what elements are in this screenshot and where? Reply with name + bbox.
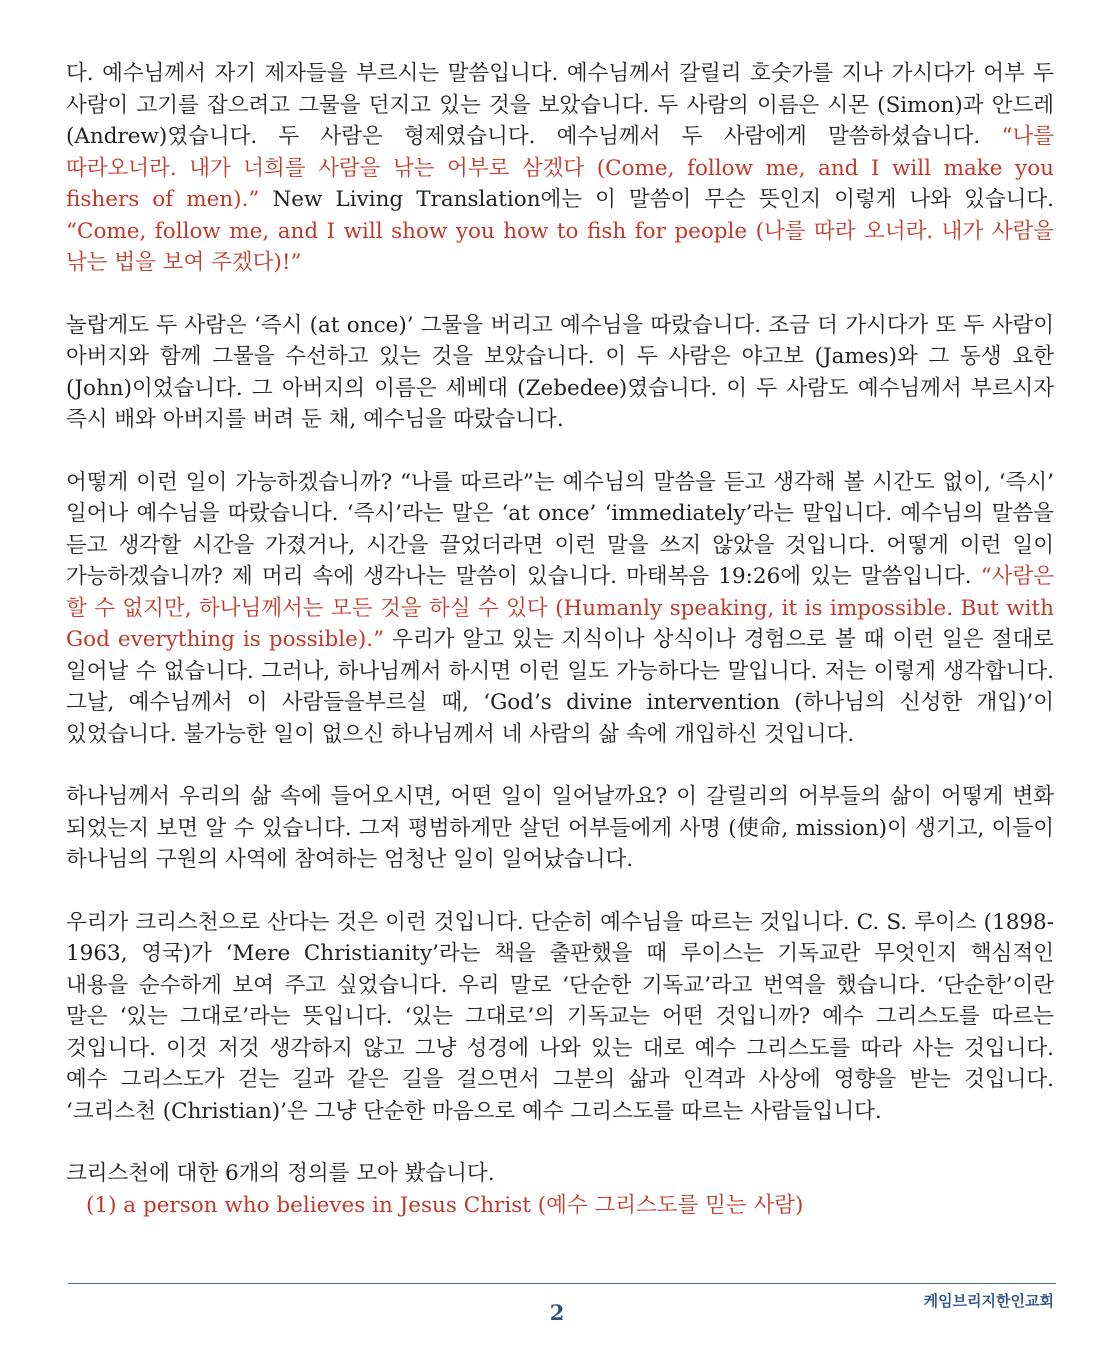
paragraph-2 [66, 310, 1054, 436]
page-body [66, 58, 1054, 1221]
footer-divider [68, 1283, 1056, 1284]
paragraph-3 [66, 467, 1054, 751]
paragraph-3-text-a: 어떻게 이런 일이 가능하겠습니까? “나를 따르라”는 예수님의 말씀을 듣고 생각해 볼 시간도 없이, ‘즉시’ 일어나 예수님을 따랐습니다. ‘즉시’라는 말은 ‘at once’ ‘immediately’라는 말입니다. 예수님의 말씀을 듣고 생각할 시간을 가졌거나, 시간을 끌었더라면 이런 말을 쓰지 않았을 것입니다. 어떻게 이런 일이 가능하겠습니까? 제 머리 속에 생각나는 말씀이 있습니다. 마태복음 19:26에 있는 말씀입니다. [66, 469, 1054, 589]
paragraph-1-text-b: New Living Translation에는 이 말씀이 무슨 뜻인지 이렇게 나와 있습니다. [259, 187, 1054, 212]
paragraph-1 [66, 58, 1054, 279]
paragraph-4 [66, 781, 1054, 876]
church-name: 케임브리지한인교회 [923, 1292, 1054, 1310]
paragraph-2-text: 놀랍게도 두 사람은 ‘즉시 (at once)’ 그물을 버리고 예수님을 따랐습니다. 조금 더 가시다가 또 두 사람이 아버지와 함께 그물을 수선하고 있는 것을 보았습니다. 이 두 사람은 야고보 (James)와 그 동생 요한 (John)이었습니다. 그 아버지의 이름은 세베대 (Zebedee)였습니다. 이 두 사람도 예수님께서 부르시자 즉시 배와 아버지를 버려 둔 채, 예수님을 따랐습니다. [66, 312, 1054, 432]
paragraph-4-text: 하나님께서 우리의 삶 속에 들어오시면, 어떤 일이 일어날까요? 이 갈릴리의 어부들의 삶이 어떻게 변화 되었는지 보면 알 수 있습니다. 그저 평범하게만 살던 어부들에게 사명 (使命, mission)이 생기고, 이들이 하나님의 구원의 사역에 참여하는 엄청난 일이 일어났습니다. [66, 784, 1054, 872]
paragraph-1-text-a: 다. 예수님께서 자기 제자들을 부르시는 말씀입니다. 예수님께서 갈릴리 호숫가를 지나 가시다가 어부 두 사람이 고기를 잡으려고 그물을 던지고 있는 것을 보았습니다. 두 사람의 이름은 시몬 (Simon)과 안드레 (Andrew)였습니다. 두 사람은 형제였습니다. 예수님께서 두 사람에게 말씀하셨습니다. [66, 61, 1054, 149]
paragraph-3-text-b: 우리가 알고 있는 지식이나 상식이나 경험으로 볼 때 이런 일은 절대로 일어날 수 없습니다. 그러나, 하나님께서 하시면 이런 일도 가능하다는 말입니다. 저는 이렇게 생각합니다. 그날, 예수님께서 이 사람들을부르실 때, ‘God’s divine intervention (하나님의 신성한 개입)’이 있었습니다. 불가능한 일이 없으신 하나님께서 네 사람의 삶 속에 개입하신 것입니다. [66, 627, 1054, 747]
definitions-intro: 크리스천에 대한 6개의 정의를 모아 봤습니다. [66, 1161, 495, 1186]
paragraph-5-text: 우리가 크리스천으로 산다는 것은 이런 것입니다. 단순히 예수님을 따르는 것입니다. C. S. 루이스 (1898-1963, 영국)가 ‘Mere Christianity’라는 책을 출판했을 때 루이스는 기독교란 무엇인지 핵심적인 내용을 순수하게 보여 주고 싶었습니다. 우리 말로 ‘단순한 기독교’라고 번역을 했습니다. ‘단순한’이란 말은 ‘있는 그대로’라는 뜻입니다. ‘있는 그대로’의 기독교는 어떤 것입니까? 예수 그리스도를 따르는 것입니다. 이것 저것 생각하지 않고 그냥 성경에 나와 있는 대로 예수 그리스도를 따라 사는 것입니다. 예수 그리스도가 걷는 길과 같은 길을 걸으면서 그분의 삶과 인격과 사상에 영향을 받는 것입니다. ‘크리스천 (Christian)’은 그냥 단순한 마음으로 예수 그리스도를 따르는 사람들입니다. [66, 909, 1054, 1124]
paragraph-1-quote-nlt: “Come, follow me, and I will show you how to fish for people (나를 따라 오너라. 내가 사람을 낚는 법을 보여 주겠다)!” [66, 218, 1054, 275]
paragraph-5 [66, 907, 1054, 1128]
definition-item-1: (1) a person who believes in Jesus Christ (예수 그리스도를 믿는 사람) [86, 1192, 804, 1218]
paragraph-1-quote-kjv: “나를 따라오너라. 내가 너희를 사람을 낚는 어부로 삼겠다 (Come, follow me, and I will make you fishers of men).” [66, 124, 1054, 212]
paragraph-3-quote-matthew: “사람은 할 수 없지만, 하나님께서는 모든 것을 하실 수 있다 (Humanly speaking, it is impossible. But with God everything is possible).” [66, 564, 1054, 652]
page-number: 2 [549, 1300, 565, 1325]
